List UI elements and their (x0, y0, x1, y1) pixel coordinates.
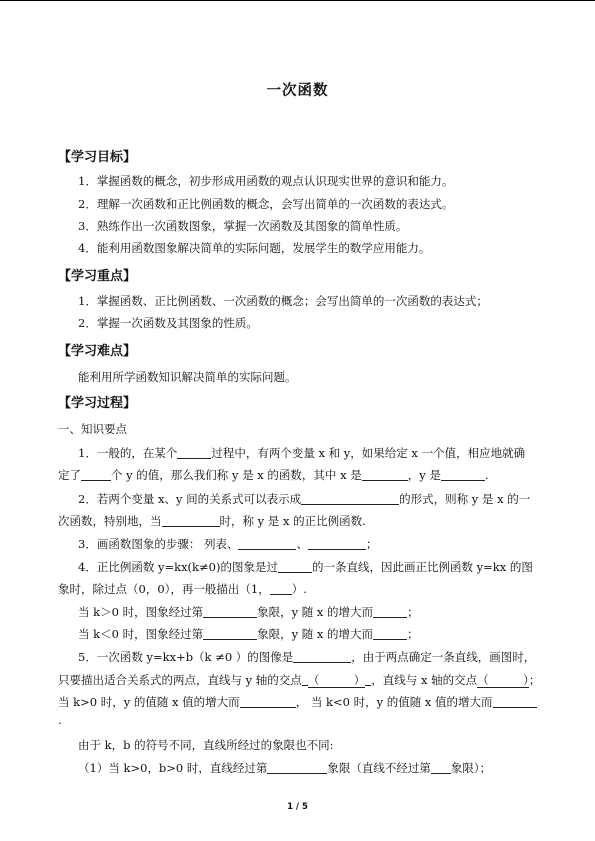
top-rule (0, 0, 595, 1)
blank (203, 627, 257, 640)
blank (293, 650, 351, 663)
goal-item-4: 4．能利用函数图象解决简单的实际问题，发展学生的数学应用能力。 (78, 241, 431, 255)
blank (162, 514, 220, 527)
difficulty-text: 能利用所学函数知识解决简单的实际问题。 (78, 370, 297, 384)
blank (441, 468, 485, 481)
item-5-line-4: . (58, 713, 62, 727)
blank (373, 605, 407, 618)
blank (493, 695, 537, 708)
blank (373, 627, 407, 640)
item-4-line-2: 象时，除过点（0，0），再一般描出（1， ）. (58, 582, 307, 596)
item-5-line-1: 5．一次函数 y=kx+b（k ≠0 ）的图像是 ，由于两点确定一条直线，画图时， (78, 650, 536, 664)
blank (203, 605, 257, 618)
goal-item-3: 3．熟练作出一次函数图象，掌握一次函数及其图象的简单性质。 (78, 219, 408, 233)
signs-note: 由于 k，b 的符号不同，直线所经过的象限也不同: (78, 738, 334, 752)
case-1-line: （1）当 k>0，b>0 时，直线经过第 象限（直线不经过第 象限）； (78, 761, 492, 775)
item-4-line-1: 4．正比例函数 y=kx(k≠0)的图象是过 的一条直线，因此画正比例函数 y=kx 的图 (78, 560, 533, 574)
item-1-line-1: 1．一般的，在某个 过程中，有两个变量 x 和 y，如果给定 x 一个值，相应地就确 (78, 446, 526, 460)
section-heading-difficulties: 【学习难点】 (58, 344, 137, 359)
blank (177, 446, 211, 459)
blank (301, 492, 399, 505)
part-heading-knowledge: 一、知识要点 (58, 422, 127, 436)
section-heading-key-points: 【学习重点】 (58, 269, 137, 284)
k-positive-line: 当 k＞0 时，图象经过第 象限，y 随 x 的增大而 ； (78, 605, 419, 619)
blank (270, 582, 292, 595)
blank (302, 673, 308, 686)
key-point-1: 1．掌握函数、正比例函数、一次函数的概念；会写出简单的一次函数的表达式； (78, 294, 488, 308)
item-5-line-2: 只要描出适合关系式的两点，直线与 y 轴的交点 （ ） ，直线与 x 轴的交点（ ）； (58, 673, 541, 687)
item-1-line-2: 定了 个 y 的值，那么我们称 y 是 x 的函数，其中 x 是 ，y 是 . (58, 468, 489, 482)
item-2-line-2: 次函数，特别地，当 时，称 y 是 x 的正比例函数. (58, 514, 366, 528)
blank (81, 468, 111, 481)
page-title: 一次函数 (266, 82, 329, 99)
blank (431, 761, 451, 774)
blank (278, 560, 312, 573)
page-number: 1 / 5 (287, 802, 308, 812)
k-negative-line: 当 k＜0 时，图象经过第 象限，y 随 x 的增大而 ； (78, 627, 419, 641)
key-point-2: 2．掌握一次函数及其图象的性质。 (78, 316, 258, 330)
blank (238, 537, 296, 550)
blank (362, 468, 408, 481)
blank (240, 695, 296, 708)
item-2-line-1: 2．若两个变量 x、y 间的关系式可以表示成 的形式，则称 y 是 x 的一 (78, 492, 531, 506)
section-heading-process: 【学习过程】 (58, 396, 137, 411)
goal-item-1: 1．掌握函数的概念，初步形成用函数的观点认识现实世界的意识和能力。 (78, 174, 454, 188)
section-heading-goals: 【学习目标】 (58, 150, 137, 165)
goal-item-2: 2．理解一次函数和正比例函数的概念，会写出简单的一次函数的表达式。 (78, 197, 454, 211)
blank (267, 761, 327, 774)
item-3-line: 3．画函数图象的步骤： 列表、 、 ； (78, 537, 378, 551)
blank (308, 537, 366, 550)
item-5-line-3: 当 k>0 时，y 的值随 x 值的增大而 ， 当 k<0 时，y 的值随 x 值的增大而 (58, 694, 538, 710)
